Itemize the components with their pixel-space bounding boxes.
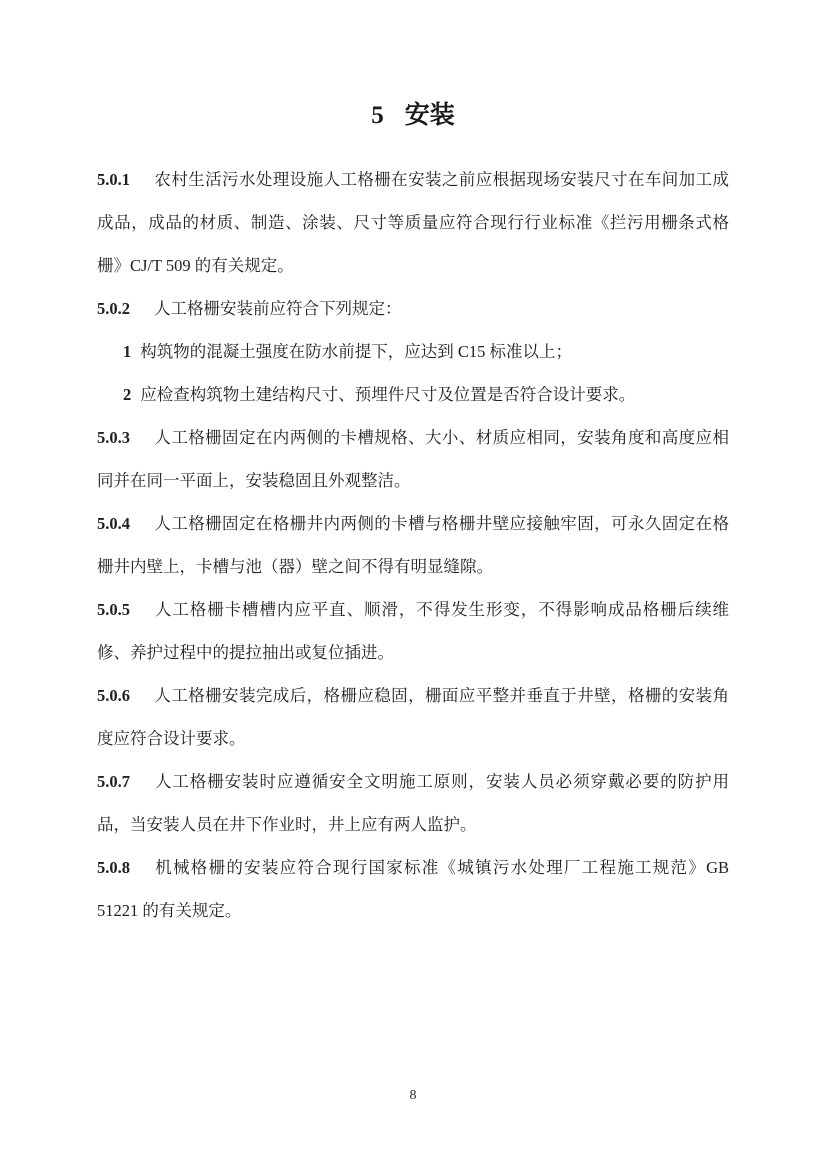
clause-5-0-4 — [97, 502, 729, 588]
clause-text: 人工格栅卡槽槽内应平直、顺滑，不得发生形变，不得影响成品格栅后续维修、养护过程中的提拉抽出或复位插进。 — [97, 600, 729, 662]
item-text: 构筑物的混凝土强度在防水前提下，应达到 C15 标准以上； — [140, 342, 573, 361]
chapter-number: 5 — [371, 102, 384, 129]
clause-number: 5.0.4 — [97, 514, 130, 533]
page-number: 8 — [409, 1088, 417, 1103]
clause-5-0-6 — [97, 674, 729, 760]
clause-number: 5.0.7 — [97, 772, 130, 791]
clause-text: 农村生活污水处理设施人工格栅在安装之前应根据现场安装尺寸在车间加工成成品，成品的材质、制造、涂装、尺寸等质量应符合现行行业标准《拦污用栅条式格栅》CJ/T 509 的有关规定。 — [97, 170, 729, 275]
clause-number: 5.0.2 — [97, 299, 130, 318]
clause-text: 人工格栅固定在内两侧的卡槽规格、大小、材质应相同，安装角度和高度应相同并在同一平面上，安装稳固且外观整洁。 — [97, 428, 729, 490]
item-number: 1 — [123, 342, 132, 361]
clause-5-0-2 — [97, 287, 729, 330]
chapter-heading — [0, 98, 826, 134]
clause-5-0-7 — [97, 760, 729, 846]
page-footer — [0, 1086, 826, 1106]
clause-number: 5.0.1 — [97, 170, 130, 189]
clause-5-0-2-item-2 — [97, 373, 729, 416]
clause-text: 人工格栅安装时应遵循安全文明施工原则，安装人员必须穿戴必要的防护用品，当安装人员在井下作业时，井上应有两人监护。 — [97, 772, 729, 834]
chapter-title: 安装 — [404, 102, 455, 129]
clause-text: 机械格栅的安装应符合现行国家标准《城镇污水处理厂工程施工规范》GB 51221 的有关规定。 — [97, 858, 729, 920]
clause-5-0-8 — [97, 846, 729, 932]
clause-5-0-1 — [97, 158, 729, 287]
clause-number: 5.0.5 — [97, 600, 130, 619]
item-number: 2 — [123, 385, 132, 404]
clause-5-0-2-item-1 — [97, 330, 729, 373]
clause-5-0-3 — [97, 416, 729, 502]
clause-text: 人工格栅安装完成后，格栅应稳固，栅面应平整并垂直于井壁，格栅的安装角度应符合设计要求。 — [97, 686, 729, 748]
clause-text: 人工格栅安装前应符合下列规定： — [154, 299, 402, 318]
clause-text: 人工格栅固定在格栅井内两侧的卡槽与格栅井壁应接触牢固，可永久固定在格栅井内壁上，卡槽与池（器）壁之间不得有明显缝隙。 — [97, 514, 729, 576]
clause-number: 5.0.3 — [97, 428, 130, 447]
clause-5-0-5 — [97, 588, 729, 674]
clause-number: 5.0.6 — [97, 686, 130, 705]
document-body — [97, 158, 729, 932]
clause-number: 5.0.8 — [97, 858, 130, 877]
item-text: 应检查构筑物土建结构尺寸、预埋件尺寸及位置是否符合设计要求。 — [140, 385, 636, 404]
